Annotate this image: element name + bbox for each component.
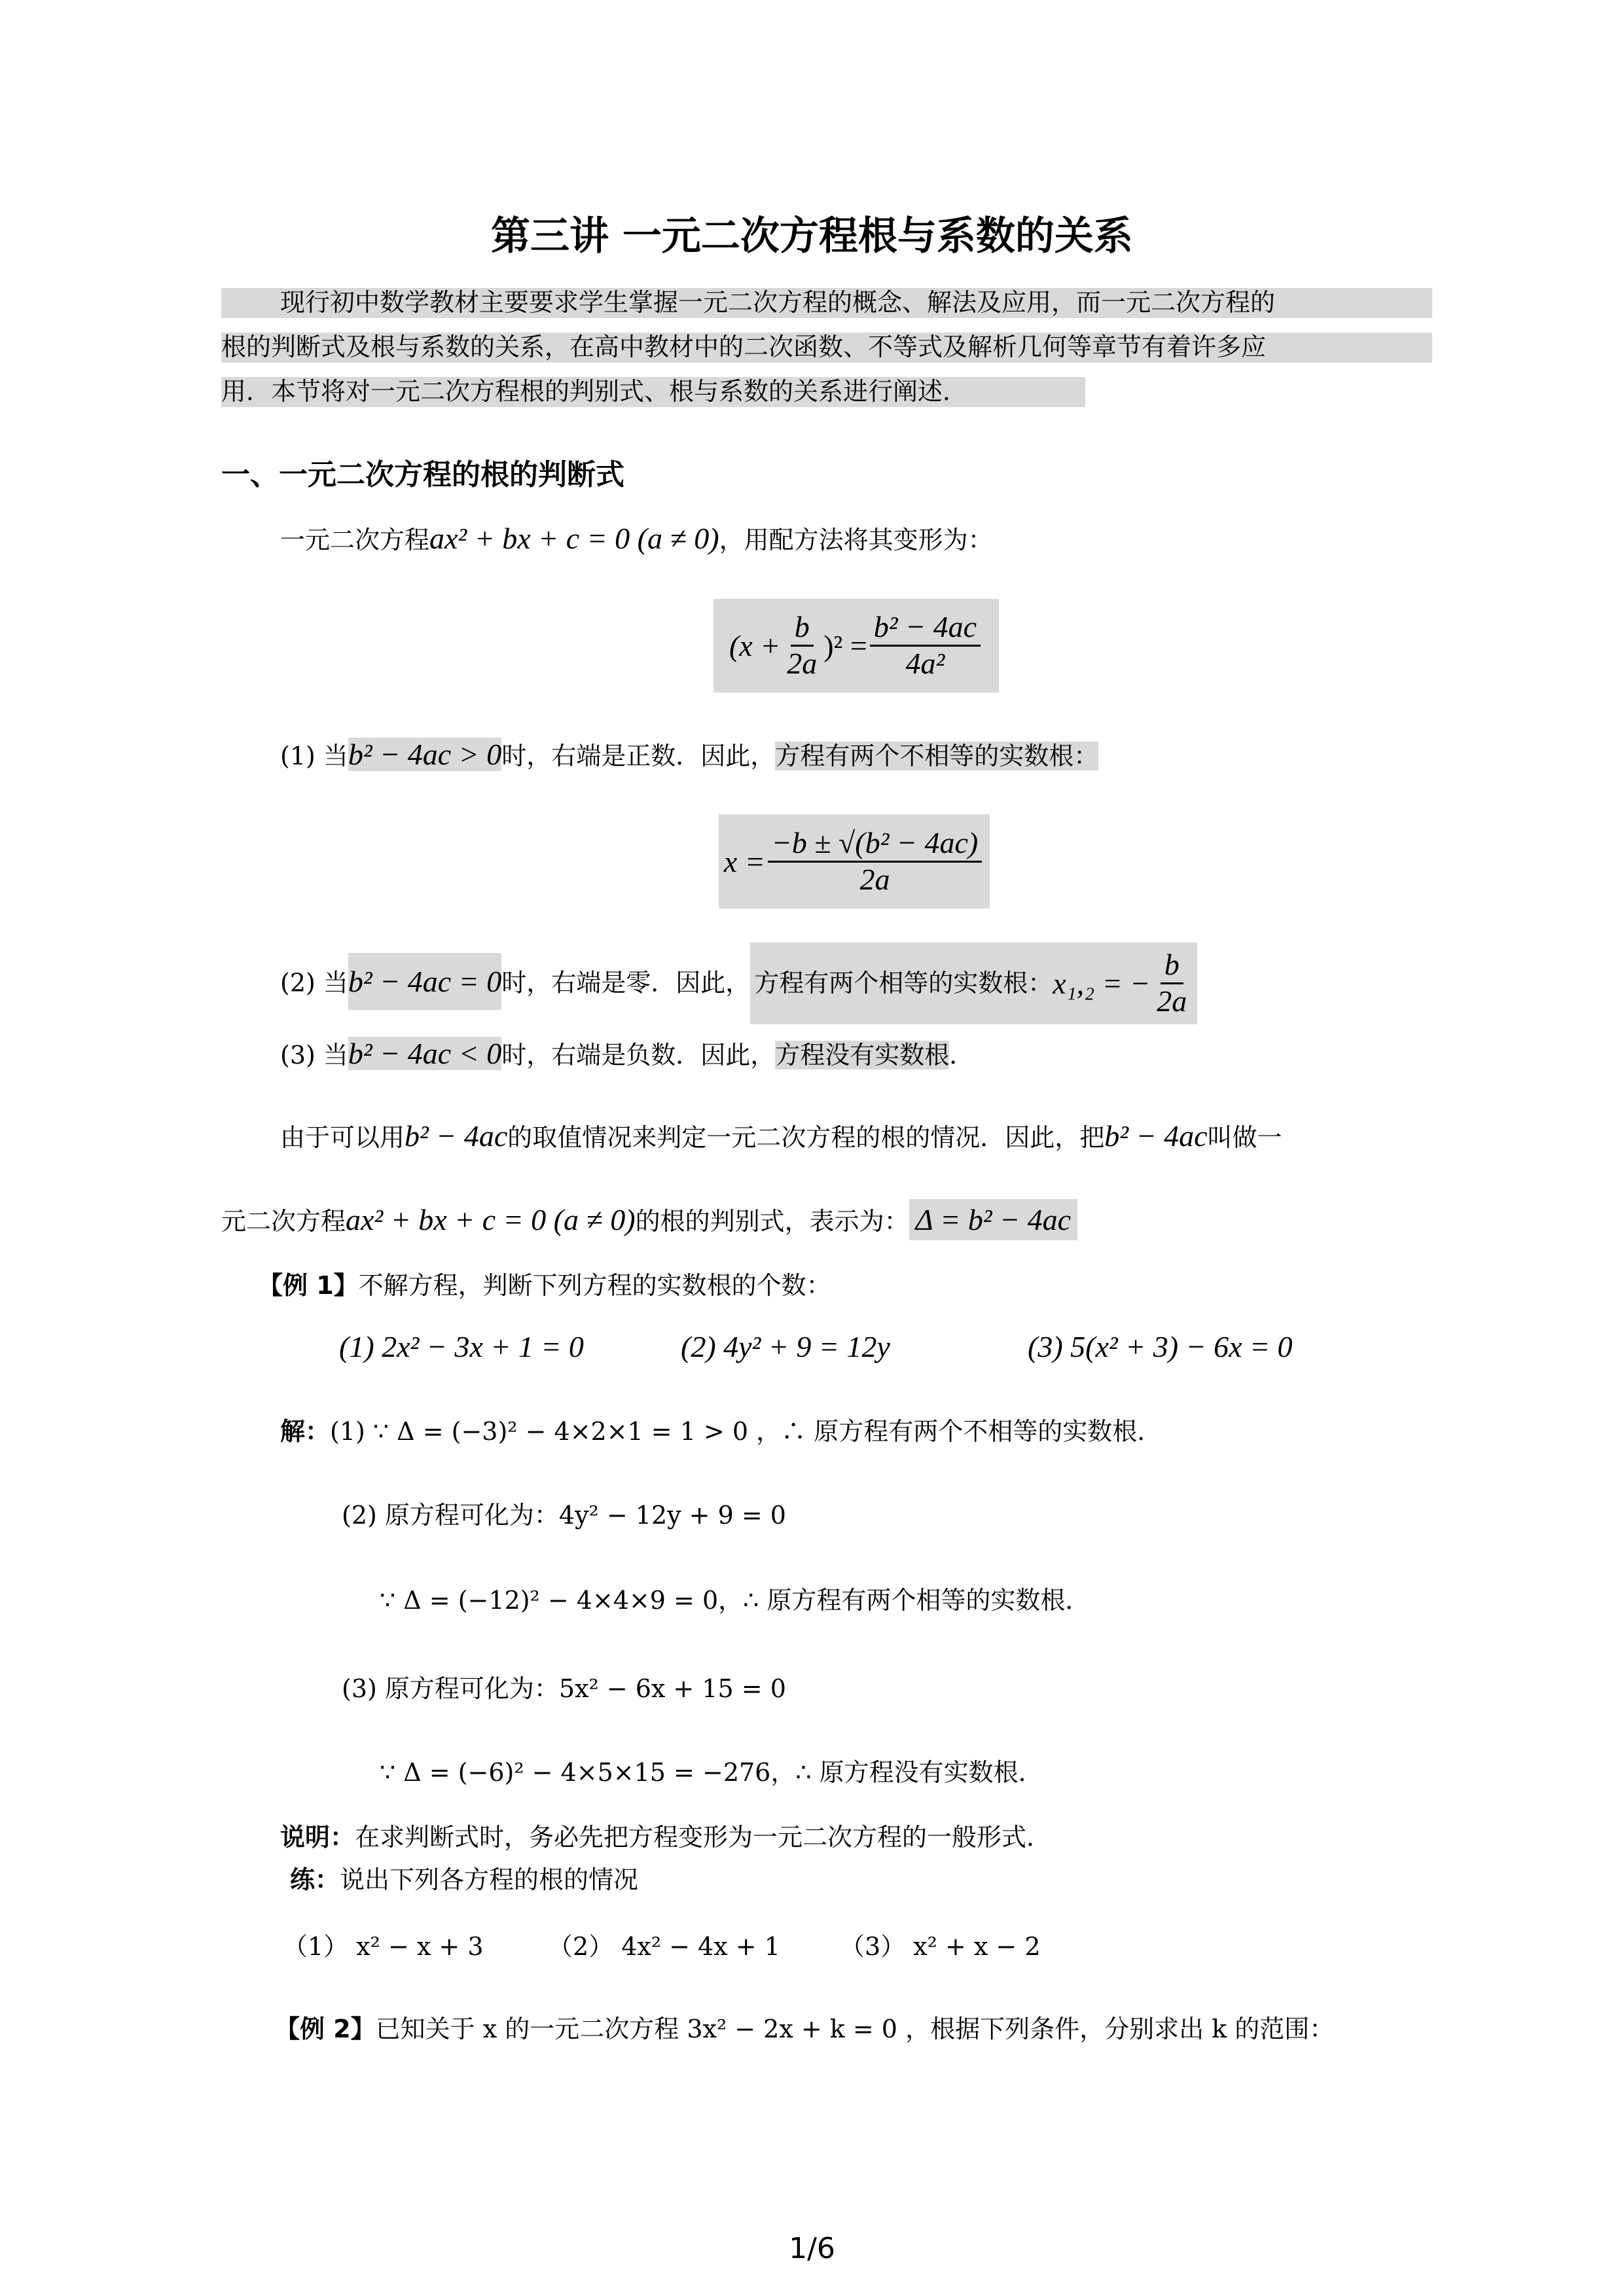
solution-2-delta: ∵ Δ = (−12)² − 4×4×9 = 0，∴ 原方程有两个相等的实数根． <box>380 1586 1091 1615</box>
intro-line: 根的判断式及根与系数的关系，在高中教材中的二次函数、不等式及解析几何等章节有着许多应 <box>221 332 1432 363</box>
solution-2: (2) 原方程可化为：4y² − 12y + 9 = 0 <box>342 1501 786 1530</box>
section-heading: 一、一元二次方程的根的判断式 <box>221 458 624 492</box>
practice-item: （3） x² + x − 2 <box>840 1932 1041 1961</box>
practice-item: （2） 4x² − 4x + 1 <box>548 1932 780 1961</box>
example-1-item: (3) 5(x² + 3) − 6x = 0 <box>1028 1330 1293 1363</box>
case-3: (3) 当b² − 4ac < 0时，右端是负数．因此，方程没有实数根． <box>280 1037 975 1070</box>
intro-line: 用．本节将对一元二次方程根的判别式、根与系数的关系进行阐述． <box>221 377 1085 407</box>
roots-formula: x = $\frac{\text{−b ± √(b² − 4ac)}}{2a}$ <box>719 814 990 908</box>
example-2: 【例 2】已知关于 x 的一元二次方程 3x² − 2x + k = 0 ，根据下列条件，分别求出 k 的范围： <box>275 2015 1335 2043</box>
example-1-item: (1) 2x² − 3x + 1 = 0 <box>339 1330 584 1363</box>
case-2: (2) 当b² − 4ac = 0时，右端是零．因此， 方程有两个相等的实数根： x₁,₂ = − $\frac{b}{2a}$ <box>280 942 1197 1024</box>
example-1: 【例 1】不解方程，判断下列方程的实数根的个数： <box>258 1271 831 1300</box>
complete-square-formula: (x + $\frac{b}{2a}$ )² = $\frac{\text{b² − 4ac}}{\text{4a²}}$ <box>713 599 999 692</box>
solution-3-delta: ∵ Δ = (−6)² − 4×5×15 = −276，∴ 原方程没有实数根． <box>380 1758 1043 1787</box>
practice: 练：说出下列各方程的根的情况 <box>290 1865 639 1894</box>
case-1: (1) 当b² − 4ac > 0时，右端是正数．因此，方程有两个不相等的实数根： <box>280 738 1099 771</box>
discriminant-paragraph: 由于可以用b² − 4ac的取值情况来判定一元二次方程的根的情况．因此，把b² − 4ac叫做一 <box>280 1119 1282 1153</box>
example-1-item: (2) 4y² + 9 = 12y <box>681 1330 890 1363</box>
discriminant-definition: 元二次方程ax² + bx + c = 0 (a ≠ 0)的根的判别式，表示为： Δ = b² − 4ac <box>221 1202 1077 1238</box>
note: 说明：在求判断式时，务必先把方程变形为一元二次方程的一般形式． <box>280 1823 1052 1852</box>
solution-1: 解：(1) ∵ Δ = (−3)² − 4×2×1 = 1 > 0 ，∴ 原方程有两个不相等的实数根． <box>280 1417 1163 1446</box>
intro-line: 现行初中数学教材主要要求学生掌握一元二次方程的概念、解法及应用，而一元二次方程的 <box>221 288 1432 318</box>
quadratic-intro: 一元二次方程ax² + bx + c = 0 (a ≠ 0)，用配方法将其变形为： <box>280 522 993 555</box>
solution-3: (3) 原方程可化为：5x² − 6x + 15 = 0 <box>342 1674 786 1703</box>
page-title: 第三讲 一元二次方程根与系数的关系 <box>491 213 1133 259</box>
practice-item: （1） x² − x + 3 <box>283 1932 484 1961</box>
page-number: 1/6 <box>789 2232 835 2265</box>
